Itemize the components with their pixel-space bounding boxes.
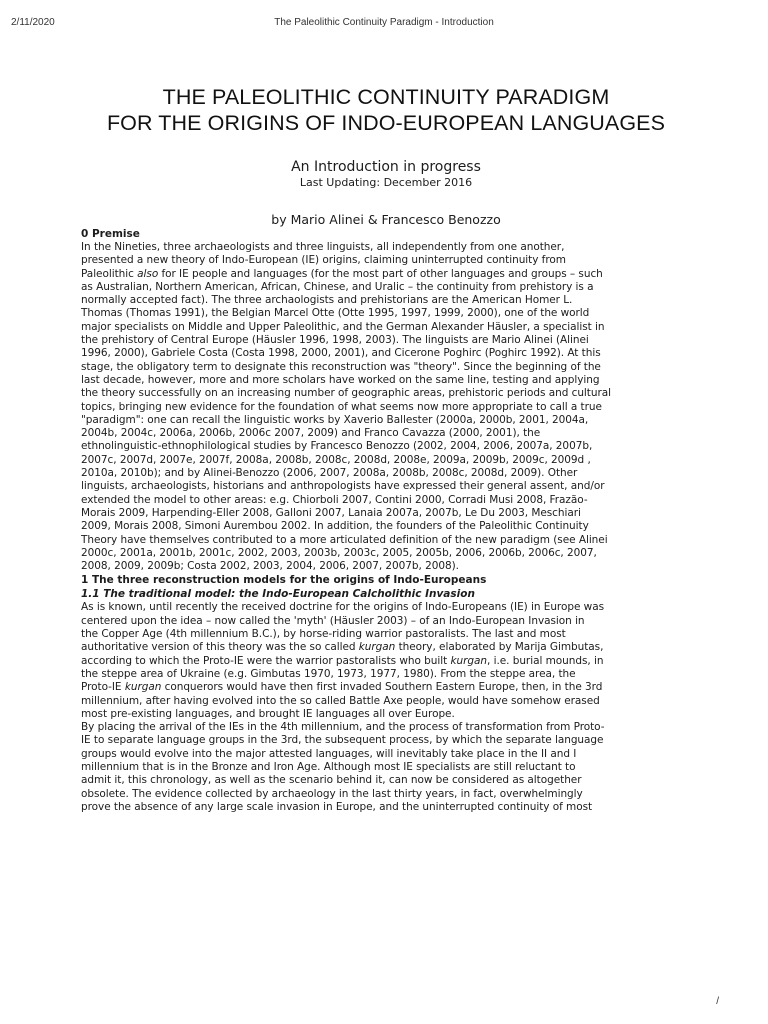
title-line-2: FOR THE ORIGINS OF INDO-EUROPEAN LANGUAGES bbox=[106, 111, 666, 135]
print-date: 2/11/2020 bbox=[11, 17, 55, 28]
page-number: / bbox=[716, 996, 719, 1007]
print-page-title: The Paleolithic Continuity Paradigm - Introduction bbox=[274, 17, 494, 28]
document-title bbox=[81, 84, 691, 136]
last-updating: Last Updating: December 2016 bbox=[299, 176, 473, 189]
title-line-1: THE PALEOLITHIC CONTINUITY PARADIGM bbox=[162, 85, 610, 109]
section-1-1-paragraph: As is known, until recently the received doctrine for the origins of Indo-Europeans (IE) in Europe was centered upon the idea – now called the 'myth' (Häusler 2003) – of an Indo-European Invasion in the Copper Age (4th millennium B.C.), by horse-riding warrior pastoralists. The last and most authoritative version of this theory was the so called kurgan theory, elaborated by Marija Gimbutas, according to which the Proto-IE were the warrior pastoralists who built kurgan, i.e. burial mounds, in the steppe area of Ukraine (e.g. Gimbutas 1970, 1973, 1977, 1980). From the steppe area, the Proto-IE kurgan conquerors would have then first invaded Southern Eastern Europe, then, in the 3rd millennium, after having evolved into the so called Battle Axe people, would have somehow erased most pre-existing languages, and brought IE languages all over Europe. By placing the arrival of the IEs in the 4th millennium, and the process of transformation from Proto- IE to separate language groups in the 3rd, the subsequent process, by which the separate language groups would evolve into the major attested languages, will inevitably take place in the II and I millennium that is in the Bronze and Iron Age. Although most IE specialists are still reluctant to admit it, this chronology, as well as the scenario behind it, can now be considered as altogether obsolete. The evidence collected by archaeology in the last thirty years, in fact, overwhelmingly prove the absence of any large scale invasion in Europe, and the uninterrupted continuity of most bbox=[81, 601, 605, 813]
authors-line: by Mario Alinei & Francesco Benozzo bbox=[271, 212, 501, 227]
section-1-1-heading: 1.1 The traditional model: the Indo-European Calcholithic Invasion bbox=[81, 588, 475, 601]
premise-paragraph: In the Nineties, three archaeologists and three linguists, all independently from one another, presented a new theory of Indo-European (IE) origins, claiming uninterrupted continuity from Paleolithic also for IE people and languages (for the most part of other languages and groups – such as Australian, Northern American, African, Chinese, and Uralic – the continuity from prehistory is a normally accepted fact). The three archaologists and prehistorians are the American Homer L. Thomas (Thomas 1991), the Belgian Marcel Otte (Otte 1995, 1997, 1999, 2000), one of the world major specialists on Middle and Upper Paleolithic, and the German Alexander Häusler, a specialist in the prehistory of Central Europe (Häusler 1996, 1998, 2003). The linguists are Mario Alinei (Alinei 1996, 2000), Gabriele Costa (Costa 1998, 2000, 2001), and Cicerone Poghirc (Poghirc 1992). At this stage, the obligatory term to designate this reconstruction was "theory". Since the beginning of the last decade, however, more and more scholars have worked on the same line, testing and applying the theory successfully on an increasing number of geographic areas, prehistoric periods and cultural topics, bringing new evidence for the foundation of what seems now more appropriate to call a true "paradigm": one can recall the linguistic works by Xaverio Ballester (2000a, 2000b, 2001, 2004a, 2004b, 2004c, 2006a, 2006b, 2006c 2007, 2009) and Franco Cavazza (2000, 2001), the ethnolinguistic-ethnophilological studies by Francesco Benozzo (2002, 2004, 2006, 2007a, 2007b, 2007c, 2007d, 2007e, 2007f, 2008a, 2008b, 2008c, 2008d, 2008e, 2009a, 2009b, 2009c, 2009d , 2010a, 2010b); and by Alinei-Benozzo (2006, 2007, 2008a, 2008b, 2008c, 2008d, 2009). Other linguists, archaeologists, historians and anthropologists have expressed their general assent, and/or extended the model to other areas: e.g. Chiorboli 2007, Contini 2000, Corradi Musi 2008, Frazão- Morais 2009, Harpending-Eller 2008, Galloni 2007, Lanaia 2007a, 2007b, Le Du 2003, Meschiari 2009, Morais 2008, Simoni Aurembou 2002. In addition, the founders of the Paleolithic Continuity Theory have themselves contributed to a more articulated definition of the new paradigm (see Alinei 2000c, 2001a, 2001b, 2001c, 2002, 2003, 2003b, 2003c, 2005, 2005b, 2006, 2006b, 2006c, 2007, 2008, 2009, 2009b; Costa 2002, 2003, 2004, 2006, 2007, 2007b, 2008). bbox=[81, 241, 611, 573]
document-subtitle: An Introduction in progress bbox=[291, 159, 481, 175]
print-header bbox=[11, 17, 757, 31]
premise-heading: 0 Premise bbox=[81, 228, 140, 240]
section-1-heading: 1 The three reconstruction models for the origins of Indo-Europeans bbox=[81, 574, 487, 587]
document-body bbox=[81, 84, 691, 814]
